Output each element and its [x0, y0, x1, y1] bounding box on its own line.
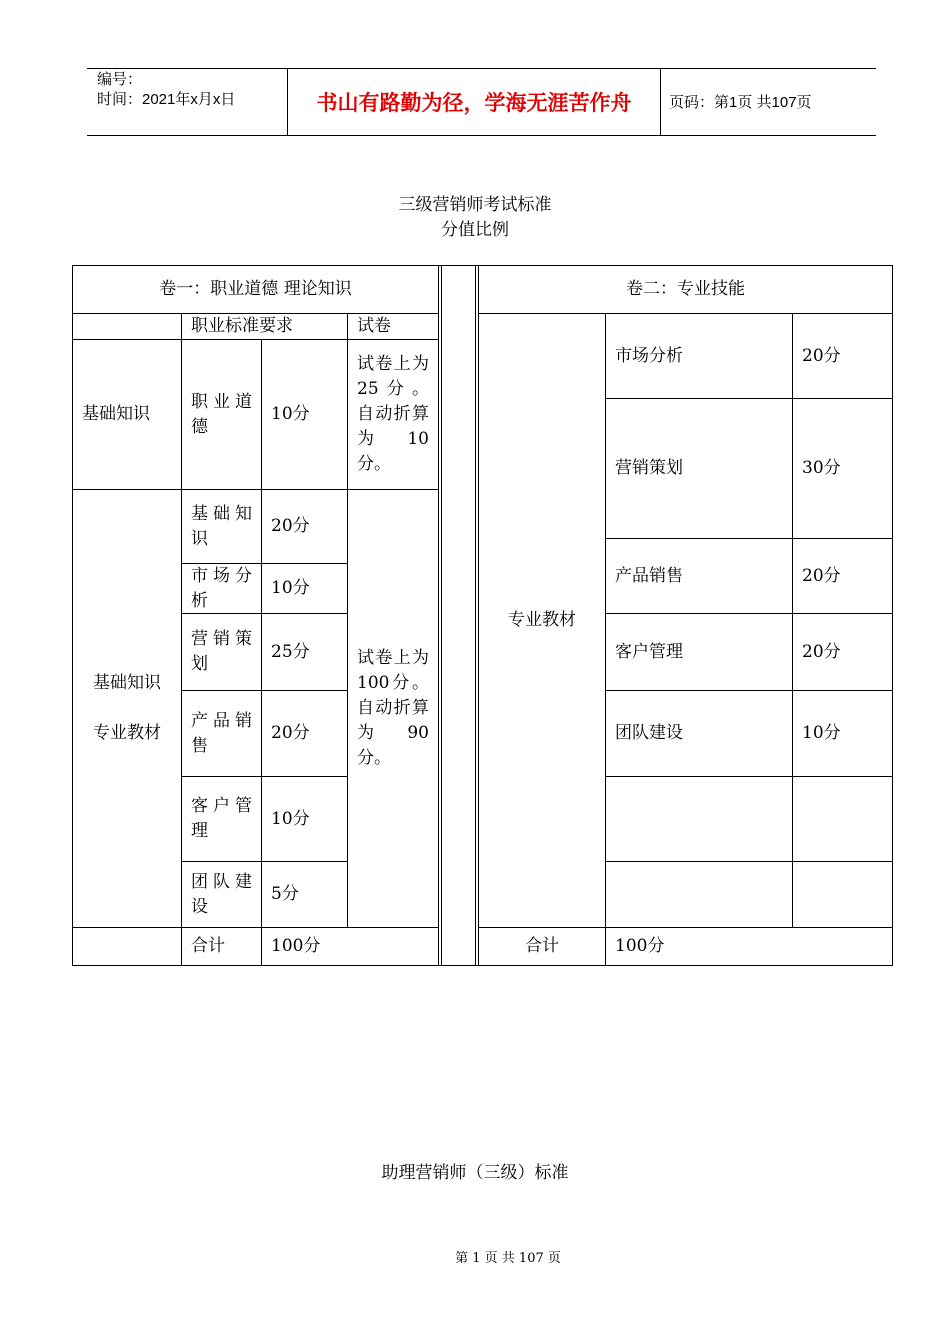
serial-label: 编号：: [97, 71, 143, 88]
group2-label-cell: [73, 490, 181, 927]
group2-item-cell: [182, 490, 261, 563]
group2-item-cell: [182, 777, 261, 861]
group1-score: 10分: [271, 404, 310, 424]
paper2-item: [606, 862, 792, 927]
paper1-total-label: 合计: [191, 936, 225, 956]
header-bottom-rule: [87, 135, 876, 136]
table-border-bottom: [72, 965, 893, 966]
header-divider-right: [660, 68, 661, 136]
group1-label: 基础知识: [82, 404, 150, 424]
group2-item: 客户管理: [191, 796, 252, 841]
paper2-score: 30分: [802, 458, 841, 478]
paper2-score: [793, 862, 892, 927]
group2-score: 20分: [271, 516, 310, 536]
group2-score: 5分: [271, 884, 299, 904]
table-divider: [441, 265, 442, 966]
page-info: 页码：第1页 共107页: [669, 94, 812, 111]
document-title: 三级营销师考试标准: [398, 195, 552, 215]
group1-note-cell: [348, 340, 438, 489]
group2-item-cell: [182, 691, 261, 776]
paper2-header: 卷二：专业技能: [626, 279, 745, 299]
group2-item: 产品销售: [191, 710, 252, 756]
group2-item: 营销策划: [191, 629, 252, 674]
group2-item: 市场分析: [191, 565, 252, 611]
page-footer: 第 1 页 共 107 页: [455, 1251, 561, 1266]
paper2-total-value: 100分: [615, 936, 665, 956]
group1-note: 试卷上为25分。自动折算为10分。: [357, 354, 429, 474]
paper2-score: [793, 777, 892, 861]
paper2-group-label: 专业教材: [508, 610, 576, 630]
header-top-rule: [87, 68, 876, 69]
paper2-score: 20分: [802, 345, 841, 366]
group1-item-cell: [182, 340, 261, 489]
paper1-header: 卷一：职业道德 理论知识: [159, 279, 352, 299]
paper2-item: 产品销售: [615, 565, 683, 586]
col-paper-header: 试卷: [357, 316, 391, 336]
group2-score: 25分: [271, 641, 310, 662]
table-divider: [475, 265, 476, 966]
paper2-item: 市场分析: [615, 345, 683, 366]
paper2-score: 20分: [802, 641, 841, 662]
header-divider-left: [287, 68, 288, 136]
table-divider: [438, 265, 439, 966]
group2-item-cell: [182, 862, 261, 927]
time-label: 时间：2021年x月x日: [97, 91, 236, 108]
col-requirements-header: 职业标准要求: [191, 316, 293, 336]
paper2-item: 客户管理: [615, 641, 683, 662]
motto: 书山有路勤为径，学海无涯苦作舟: [316, 91, 632, 115]
paper2-item: 营销策划: [615, 458, 683, 478]
paper2-item: [606, 777, 792, 861]
document-subtitle: 分值比例: [441, 220, 509, 240]
group2-item: 团队建设: [191, 871, 252, 917]
paper2-item: 团队建设: [615, 723, 683, 743]
paper2-score: 20分: [802, 565, 841, 586]
group2-note-cell: [348, 490, 438, 927]
group2-item-cell: [182, 564, 261, 613]
group2-score: 10分: [271, 808, 310, 829]
paper2-score: 10分: [802, 723, 841, 743]
group2-item: 基础知识: [191, 503, 252, 549]
paper2-total-label: 合计: [525, 936, 559, 956]
group2-label-a: 基础知识: [93, 673, 161, 693]
group1-item: 职业道德: [191, 391, 252, 437]
group2-label-b: 专业教材: [93, 723, 161, 743]
group2-note: 试卷上为100分。自动折算为90分。: [357, 648, 429, 768]
group2-score: 20分: [271, 723, 310, 743]
paper1-total-value: 100分: [271, 936, 321, 956]
section-heading: 助理营销师（三级）标准: [381, 1163, 569, 1183]
group2-item-cell: [182, 614, 261, 690]
group2-score: 10分: [271, 578, 310, 598]
